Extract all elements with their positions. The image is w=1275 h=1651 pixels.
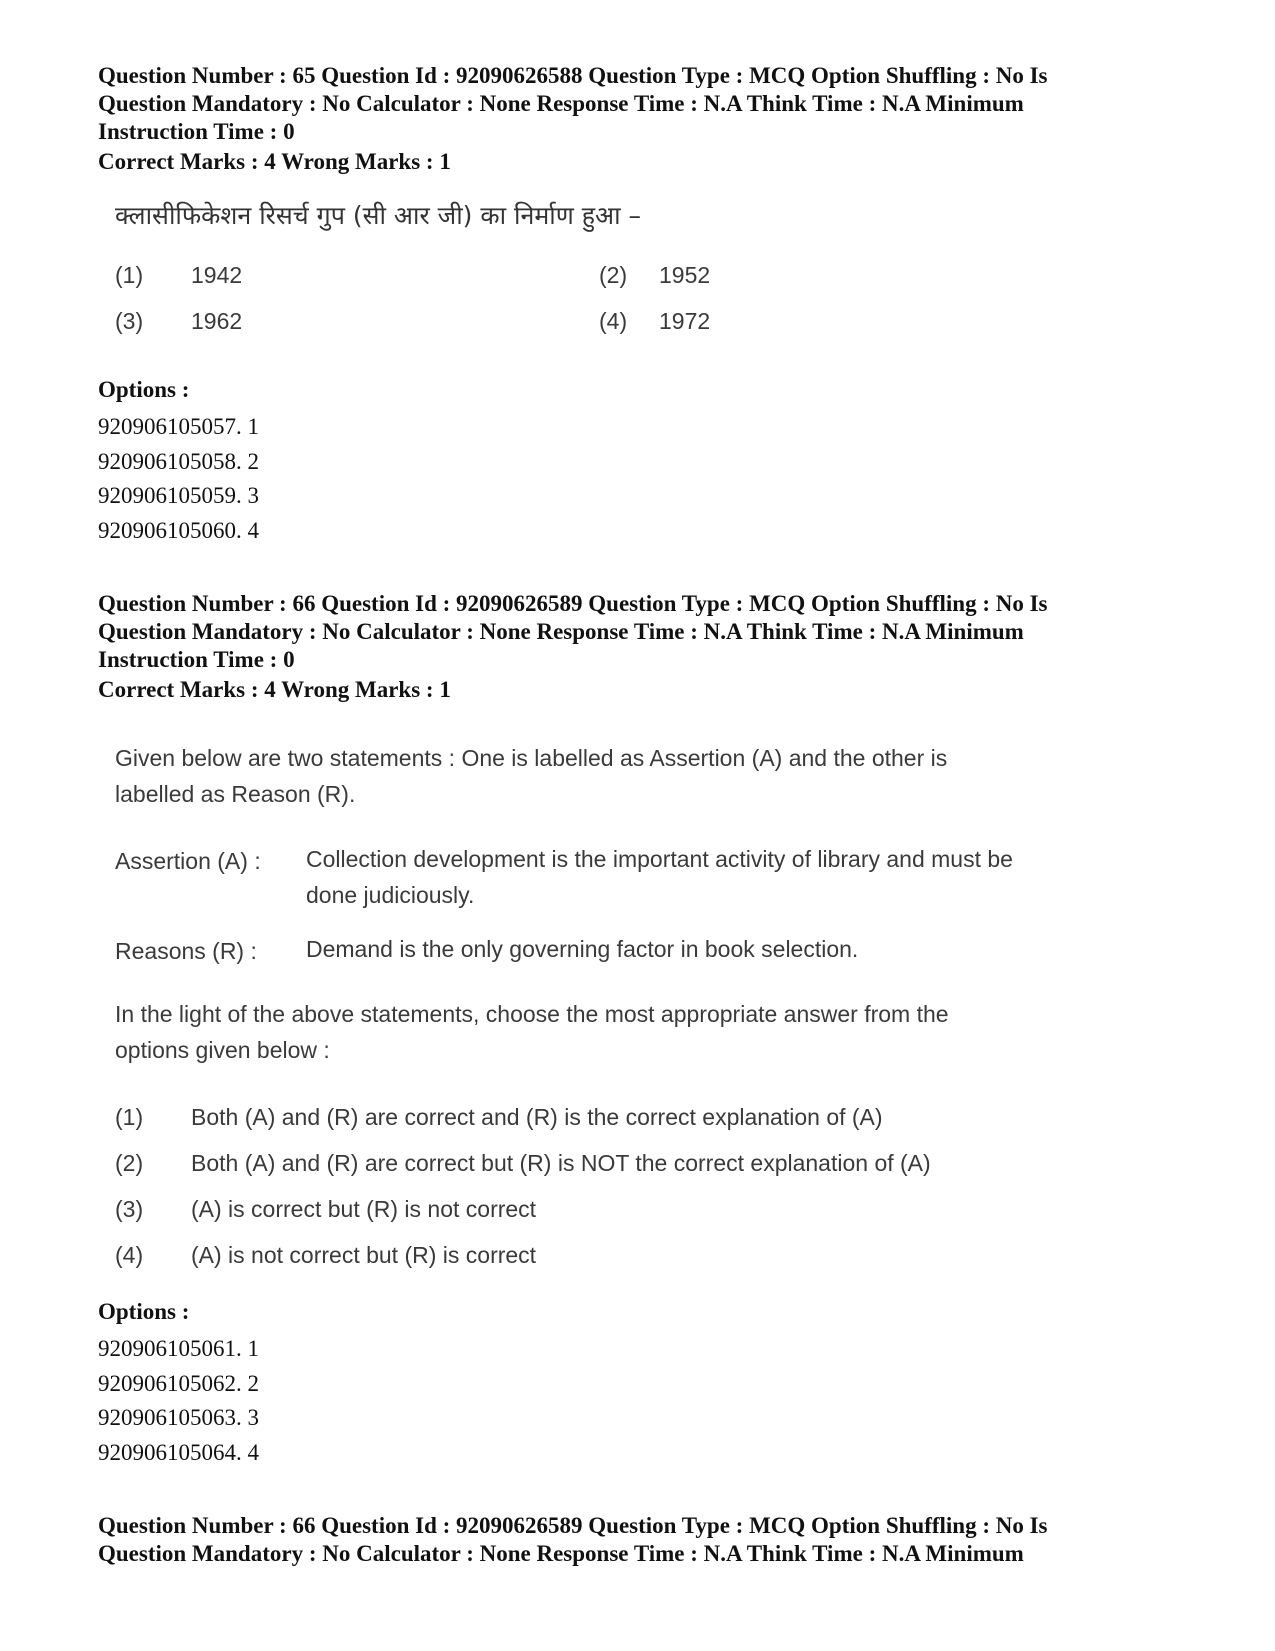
assertion-text bbox=[306, 841, 1106, 913]
meta-line: Question Mandatory : No Calculator : None Response Time : N.A Think Time : N.A Minimum bbox=[98, 619, 1024, 644]
meta-line: Question Mandatory : No Calculator : None Response Time : N.A Think Time : N.A Minimum bbox=[98, 1541, 1024, 1566]
option-id: 920906105060. 4 bbox=[98, 517, 259, 543]
question-66-meta bbox=[98, 590, 1208, 674]
instruction-line: options given below : bbox=[115, 1037, 330, 1063]
intro-line: labelled as Reason (R). bbox=[115, 781, 356, 807]
option-id: 920906105057. 1 bbox=[98, 414, 259, 439]
question-66-instruction bbox=[115, 996, 1095, 1068]
choice-text: 1952 bbox=[659, 262, 711, 288]
option-id: 920906105058. 2 bbox=[98, 448, 259, 474]
intro-line: Given below are two statements : One is labelled as Assertion (A) and the other is bbox=[115, 745, 948, 771]
choice-item bbox=[599, 308, 710, 335]
choice-item bbox=[115, 308, 242, 335]
assertion-label: Assertion (A) : bbox=[115, 848, 261, 874]
option-id: 920906105061. 1 bbox=[98, 1336, 259, 1361]
question-66-repeat-meta bbox=[98, 1512, 1208, 1568]
options-heading: Options : bbox=[98, 1299, 190, 1324]
meta-line: Question Number : 66 Question Id : 92090626589 Question Type : MCQ Option Shuffling : No Is bbox=[98, 1513, 1048, 1538]
choice-number: (2) bbox=[599, 262, 628, 288]
question-65-options bbox=[98, 410, 259, 548]
choice-item bbox=[115, 1242, 536, 1269]
choice-number: (4) bbox=[115, 1242, 144, 1268]
question-66-marks: Correct Marks : 4 Wrong Marks : 1 bbox=[98, 677, 451, 702]
question-65-marks: Correct Marks : 4 Wrong Marks : 1 bbox=[98, 149, 451, 174]
question-65-meta bbox=[98, 62, 1208, 146]
question-65-text: क्लासीफिकेशन रिसर्च गुप (सी आर जी) का निर्माण हुआ – bbox=[115, 201, 642, 230]
assertion-line: Collection development is the important activity of library and must be bbox=[306, 846, 1013, 872]
choice-text: 1962 bbox=[191, 308, 243, 334]
option-id: 920906105064. 4 bbox=[98, 1439, 259, 1465]
choice-number: (1) bbox=[115, 1104, 144, 1130]
choice-number: (1) bbox=[115, 262, 144, 288]
meta-line: Instruction Time : 0 bbox=[98, 119, 295, 144]
choice-text: (A) is not correct but (R) is correct bbox=[191, 1242, 537, 1268]
reason-text: Demand is the only governing factor in book selection. bbox=[306, 936, 859, 962]
question-66-intro bbox=[115, 740, 1095, 812]
choice-text: 1972 bbox=[659, 308, 711, 334]
options-heading: Options : bbox=[98, 377, 190, 402]
choice-item bbox=[115, 1196, 536, 1223]
choice-text: 1942 bbox=[191, 262, 243, 288]
choice-item bbox=[115, 1150, 931, 1177]
option-id: 920906105059. 3 bbox=[98, 483, 259, 508]
instruction-line: In the light of the above statements, choose the most appropriate answer from the bbox=[115, 1001, 949, 1027]
choice-text: Both (A) and (R) are correct but (R) is NOT the correct explanation of (A) bbox=[191, 1150, 931, 1176]
choice-number: (2) bbox=[115, 1150, 144, 1176]
assertion-line: done judiciously. bbox=[306, 882, 475, 908]
question-66-options bbox=[98, 1332, 259, 1470]
choice-item bbox=[115, 262, 242, 289]
meta-line: Question Number : 66 Question Id : 92090626589 Question Type : MCQ Option Shuffling : No Is bbox=[98, 591, 1048, 616]
option-id: 920906105062. 2 bbox=[98, 1370, 259, 1396]
meta-line: Question Number : 65 Question Id : 92090626588 Question Type : MCQ Option Shuffling : No Is bbox=[98, 63, 1048, 88]
choice-item bbox=[115, 1104, 883, 1131]
choice-text: Both (A) and (R) are correct and (R) is the correct explanation of (A) bbox=[191, 1104, 883, 1130]
meta-line: Question Mandatory : No Calculator : None Response Time : N.A Think Time : N.A Minimum bbox=[98, 91, 1024, 116]
meta-line: Instruction Time : 0 bbox=[98, 647, 295, 672]
option-id: 920906105063. 3 bbox=[98, 1405, 259, 1430]
choice-number: (4) bbox=[599, 308, 628, 334]
choice-text: (A) is correct but (R) is not correct bbox=[191, 1196, 537, 1222]
choice-number: (3) bbox=[115, 1196, 144, 1222]
reason-label: Reasons (R) : bbox=[115, 938, 257, 964]
choice-number: (3) bbox=[115, 308, 144, 334]
choice-item bbox=[599, 262, 710, 289]
